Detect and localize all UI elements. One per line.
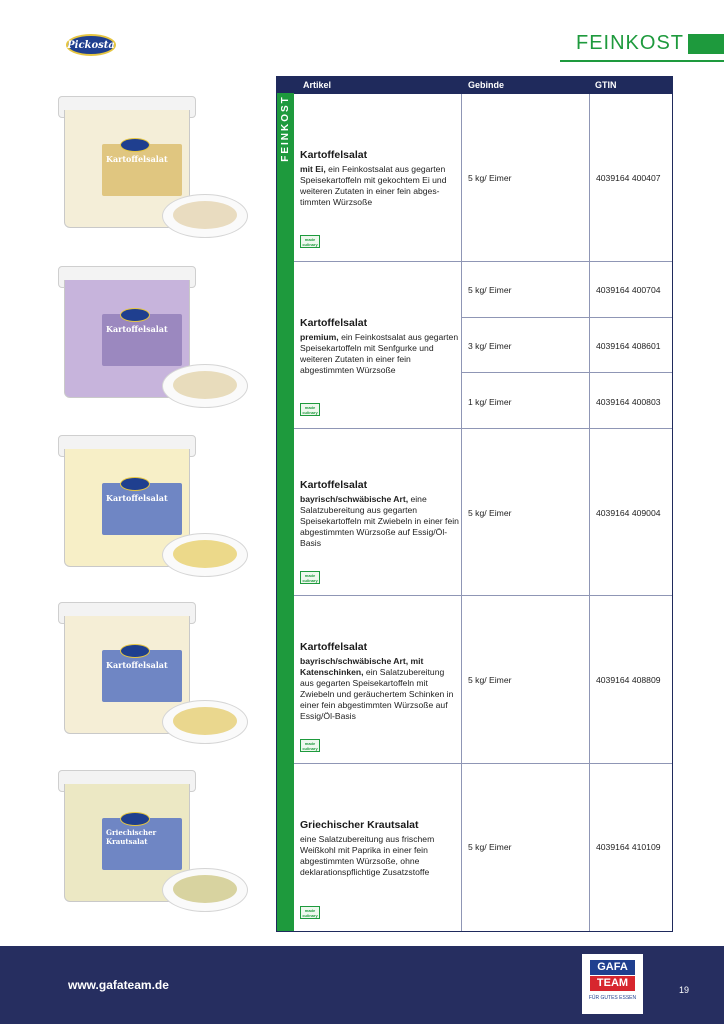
product-text: ein Salatzubereitung aus gegarten Speisekartoffeln mit Zwiebeln und geräuchertem Schinken in einer fein abgestimmten Würzsoße auf Essig/Öl-Basis xyxy=(300,667,454,721)
column-header-gebinde: Gebinde xyxy=(468,80,505,90)
bucket-label-text: Kartoffelsalat xyxy=(106,660,168,670)
gtin-cell: 4039164 408809 xyxy=(596,675,661,685)
salad-plate xyxy=(162,533,248,577)
made-culinary-badge: made culinary xyxy=(300,739,320,752)
gafa-logo-tagline: FÜR GUTES ESSEN xyxy=(588,995,637,1001)
bucket-label xyxy=(102,314,182,366)
column-divider xyxy=(461,94,462,931)
row-divider xyxy=(277,428,672,429)
product-description xyxy=(300,642,460,722)
salad-plate xyxy=(162,364,248,408)
section-title-rule xyxy=(560,60,724,62)
bucket-label-text: Kartoffelsalat xyxy=(106,324,168,334)
product-image-1 xyxy=(58,96,258,246)
product-variant: mit Ei, xyxy=(300,164,326,174)
bucket-label-text: Kartoffelsalat xyxy=(106,493,168,503)
made-culinary-badge: made culinary xyxy=(300,906,320,919)
mini-logo xyxy=(120,644,150,658)
gtin-cell: 4039164 400803 xyxy=(596,397,661,407)
made-culinary-badge: made culinary xyxy=(300,235,320,248)
product-description xyxy=(300,150,460,208)
salad-plate xyxy=(162,194,248,238)
product-image-3 xyxy=(58,435,258,585)
mini-logo xyxy=(120,477,150,491)
product-name: Kartoffelsalat xyxy=(300,317,368,329)
made-culinary-badge: made culinary xyxy=(300,571,320,584)
product-name: Griechischer Krautsalat xyxy=(300,819,419,831)
mini-logo xyxy=(120,812,150,826)
column-header-artikel: Artikel xyxy=(303,80,332,90)
row-divider xyxy=(277,261,672,262)
gtin-cell: 4039164 400704 xyxy=(596,285,661,295)
row-divider xyxy=(277,595,672,596)
gebinde-cell: 5 kg/ Eimer xyxy=(468,842,512,852)
product-variant: bayrisch/schwäbische Art, xyxy=(300,494,409,504)
gebinde-cell: 1 kg/ Eimer xyxy=(468,397,512,407)
table-header xyxy=(277,77,672,94)
product-description xyxy=(300,318,460,376)
gebinde-cell: 5 kg/ Eimer xyxy=(468,285,512,295)
page-number: 19 xyxy=(679,985,690,995)
bucket-label xyxy=(102,483,182,535)
row-divider xyxy=(462,372,672,373)
made-culinary-badge: made culinary xyxy=(300,403,320,416)
product-text: eine Salatzubereitung aus frischem Weißkohl mit Paprika in einer fein abgestimmten Würzsoße, ohne deklarationspflichtige Zusatzstoffe xyxy=(300,834,435,877)
gafa-logo-line2: TEAM xyxy=(590,976,635,991)
product-name: Kartoffelsalat xyxy=(300,641,368,653)
product-variant: premium, xyxy=(300,332,339,342)
product-text: eine Salatzubereitung aus gegarten Speisekartoffeln mit Zwiebeln in einer fein abgestimmten Würzsoße auf Essig/Öl-Basis xyxy=(300,494,459,548)
mini-logo xyxy=(120,138,150,152)
product-description xyxy=(300,820,460,878)
bucket-label xyxy=(102,144,182,196)
row-divider xyxy=(462,317,672,318)
bucket-label xyxy=(102,818,182,870)
column-divider xyxy=(589,94,590,931)
gtin-cell: 4039164 408601 xyxy=(596,341,661,351)
pickosta-logo: Pickosta xyxy=(66,34,116,56)
product-image-5 xyxy=(58,770,258,920)
section-title: FEINKOST xyxy=(575,32,684,54)
gtin-cell: 4039164 409004 xyxy=(596,508,661,518)
product-image-2 xyxy=(58,266,258,416)
product-variant: bayrisch/schwäbische Art, mit Katenschinken, xyxy=(300,656,424,677)
category-side-label: FEINKOST xyxy=(280,94,291,162)
product-text: ein Feinkostsalat aus gegarten Speisekartoffeln mit Senfgurke und weiteren Zutaten in einer fein abgestimmten Würzsoße xyxy=(300,332,459,375)
row-divider xyxy=(277,763,672,764)
column-header-gtin: GTIN xyxy=(595,80,617,90)
product-name: Kartoffelsalat xyxy=(300,149,368,161)
product-image-4 xyxy=(58,602,258,752)
salad-plate xyxy=(162,700,248,744)
section-title-marker xyxy=(688,34,724,54)
gtin-cell: 4039164 400407 xyxy=(596,173,661,183)
gtin-cell: 4039164 410109 xyxy=(596,842,661,852)
salad-plate xyxy=(162,868,248,912)
product-text: ein Feinkostsalat aus gegarten Speisekartoffeln mit gekochtem Ei und weiteren Zutaten in einer fein abgestimmten Würzsoße xyxy=(300,164,447,207)
mini-logo xyxy=(120,308,150,322)
bucket-label-text: Griechischer Krautsalat xyxy=(106,828,157,846)
category-side-band xyxy=(277,93,294,931)
gebinde-cell: 5 kg/ Eimer xyxy=(468,675,512,685)
gebinde-cell: 5 kg/ Eimer xyxy=(468,173,512,183)
gebinde-cell: 3 kg/ Eimer xyxy=(468,341,512,351)
bucket-label-text: Kartoffelsalat xyxy=(106,154,168,164)
gafa-logo-line1: GAFA xyxy=(590,960,635,975)
product-description xyxy=(300,480,460,549)
product-name: Kartoffelsalat xyxy=(300,479,368,491)
bucket-label xyxy=(102,650,182,702)
website-link[interactable]: www.gafateam.de xyxy=(68,978,169,992)
gebinde-cell: 5 kg/ Eimer xyxy=(468,508,512,518)
gafa-team-logo xyxy=(582,954,643,1014)
